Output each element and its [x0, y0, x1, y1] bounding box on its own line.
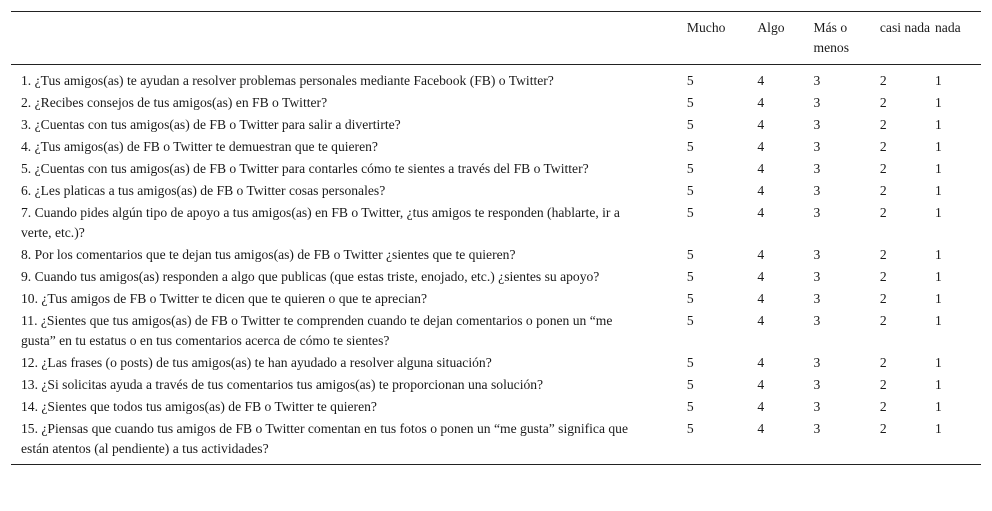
table-row	[11, 374, 981, 396]
question-text: 3. ¿Cuentas con tus amigos(as) de FB o Twitter para salir a divertirte?	[21, 117, 401, 132]
score-algo: 4	[757, 73, 765, 88]
score-mas-o-menos: 3	[813, 421, 821, 436]
score-casi-nada: 2	[879, 421, 887, 436]
question-text: 13. ¿Si solicitas ayuda a través de tus comentarios tus amigos(as) te proporcionan una solución?	[21, 377, 544, 392]
header-casi-nada: casi nada	[879, 20, 931, 35]
header-nada: nada	[935, 20, 961, 35]
score-mucho: 5	[686, 161, 694, 176]
table-row	[11, 418, 981, 465]
question-text: 5. ¿Cuentas con tus amigos(as) de FB o Twitter para contarles cómo te sientes a través del FB o Twitter?	[21, 161, 589, 176]
table-row	[11, 288, 981, 310]
score-algo: 4	[757, 161, 765, 176]
score-mas-o-menos: 3	[813, 399, 821, 414]
question-text: 1. ¿Tus amigos(as) te ayudan a resolver problemas personales mediante Facebook (FB) o Twitter?	[21, 73, 554, 88]
score-mucho: 5	[686, 183, 694, 198]
score-mucho: 5	[686, 117, 694, 132]
score-mucho: 5	[686, 421, 694, 436]
score-mucho: 5	[686, 95, 694, 110]
score-mas-o-menos: 3	[813, 291, 821, 306]
table-row	[11, 310, 981, 352]
score-mas-o-menos: 3	[813, 139, 821, 154]
table-row	[11, 158, 981, 180]
score-casi-nada: 2	[879, 291, 887, 306]
score-mas-o-menos: 3	[813, 183, 821, 198]
score-algo: 4	[757, 399, 765, 414]
question-text: 2. ¿Recibes consejos de tus amigos(as) en FB o Twitter?	[21, 95, 328, 110]
table-row	[11, 352, 981, 374]
score-algo: 4	[757, 377, 765, 392]
score-casi-nada: 2	[879, 117, 887, 132]
question-text: 11. ¿Sientes que tus amigos(as) de FB o Twitter te comprenden cuando te dejan comentarios o ponen un “me gusta” en tu estatus o en tus comentarios acerca de cómo te sientes?	[21, 313, 613, 348]
score-mas-o-menos: 3	[813, 355, 821, 370]
header-row	[11, 12, 981, 65]
score-mas-o-menos: 3	[813, 247, 821, 262]
score-nada: 1	[935, 95, 942, 110]
score-mucho: 5	[686, 291, 694, 306]
question-text: 8. Por los comentarios que te dejan tus amigos(as) de FB o Twitter ¿sientes que te quieren?	[21, 247, 516, 262]
question-text: 7. Cuando pides algún tipo de apoyo a tus amigos(as) en FB o Twitter, ¿tus amigos te responden (hablarte, ir a verte, etc.)?	[21, 205, 620, 240]
score-mas-o-menos: 3	[813, 117, 821, 132]
score-algo: 4	[757, 247, 765, 262]
score-nada: 1	[935, 377, 942, 392]
score-algo: 4	[757, 313, 765, 328]
score-algo: 4	[757, 139, 765, 154]
score-casi-nada: 2	[879, 161, 887, 176]
header-mucho: Mucho	[686, 20, 726, 35]
score-mas-o-menos: 3	[813, 377, 821, 392]
score-casi-nada: 2	[879, 247, 887, 262]
score-mucho: 5	[686, 269, 694, 284]
score-mucho: 5	[686, 205, 694, 220]
score-casi-nada: 2	[879, 139, 887, 154]
score-mucho: 5	[686, 399, 694, 414]
score-casi-nada: 2	[879, 399, 887, 414]
table-row	[11, 396, 981, 418]
score-nada: 1	[935, 355, 942, 370]
table-row	[11, 244, 981, 266]
score-algo: 4	[757, 117, 765, 132]
score-nada: 1	[935, 247, 942, 262]
score-algo: 4	[757, 269, 765, 284]
score-casi-nada: 2	[879, 377, 887, 392]
question-text: 14. ¿Sientes que todos tus amigos(as) de FB o Twitter te quieren?	[21, 399, 377, 414]
score-mucho: 5	[686, 139, 694, 154]
question-text: 15. ¿Piensas que cuando tus amigos de FB o Twitter comentan en tus fotos o ponen un “me gusta” significa que están atentos (al pendiente) a tus actividades?	[21, 421, 628, 456]
question-text: 10. ¿Tus amigos de FB o Twitter te dicen que te quieren o que te aprecian?	[21, 291, 427, 306]
score-nada: 1	[935, 399, 942, 414]
score-nada: 1	[935, 183, 942, 198]
header-algo: Algo	[757, 20, 785, 35]
table-row	[11, 114, 981, 136]
question-text: 12. ¿Las frases (o posts) de tus amigos(as) te han ayudado a resolver alguna situación?	[21, 355, 492, 370]
score-mas-o-menos: 3	[813, 73, 821, 88]
score-casi-nada: 2	[879, 73, 887, 88]
score-algo: 4	[757, 205, 765, 220]
header-blank	[11, 12, 687, 65]
score-casi-nada: 2	[879, 183, 887, 198]
table-row	[11, 202, 981, 244]
table-row	[11, 180, 981, 202]
score-casi-nada: 2	[879, 95, 887, 110]
score-mas-o-menos: 3	[813, 161, 821, 176]
score-nada: 1	[935, 139, 942, 154]
score-nada: 1	[935, 205, 942, 220]
score-algo: 4	[757, 355, 765, 370]
score-mas-o-menos: 3	[813, 95, 821, 110]
score-mucho: 5	[686, 355, 694, 370]
survey-table	[11, 11, 981, 465]
score-casi-nada: 2	[879, 205, 887, 220]
score-nada: 1	[935, 421, 942, 436]
table-row	[11, 65, 981, 93]
score-nada: 1	[935, 117, 942, 132]
score-casi-nada: 2	[879, 269, 887, 284]
question-text: 6. ¿Les platicas a tus amigos(as) de FB o Twitter cosas personales?	[21, 183, 386, 198]
score-mucho: 5	[686, 247, 694, 262]
score-nada: 1	[935, 161, 942, 176]
table-row	[11, 266, 981, 288]
score-mas-o-menos: 3	[813, 205, 821, 220]
score-algo: 4	[757, 421, 765, 436]
table-row	[11, 136, 981, 158]
score-mas-o-menos: 3	[813, 313, 821, 328]
score-algo: 4	[757, 183, 765, 198]
score-mucho: 5	[686, 313, 694, 328]
score-nada: 1	[935, 73, 942, 88]
table-row	[11, 92, 981, 114]
score-casi-nada: 2	[879, 355, 887, 370]
score-casi-nada: 2	[879, 313, 887, 328]
score-mucho: 5	[686, 377, 694, 392]
score-nada: 1	[935, 291, 942, 306]
score-nada: 1	[935, 313, 942, 328]
survey-body	[11, 65, 981, 465]
question-text: 9. Cuando tus amigos(as) responden a algo que publicas (que estas triste, enojado, etc.) ¿sientes su apoyo?	[21, 269, 600, 284]
question-text: 4. ¿Tus amigos(as) de FB o Twitter te demuestran que te quieren?	[21, 139, 378, 154]
score-algo: 4	[757, 95, 765, 110]
score-mucho: 5	[686, 73, 694, 88]
header-mas-o-menos: Más o menos	[813, 20, 850, 55]
score-nada: 1	[935, 269, 942, 284]
score-algo: 4	[757, 291, 765, 306]
score-mas-o-menos: 3	[813, 269, 821, 284]
